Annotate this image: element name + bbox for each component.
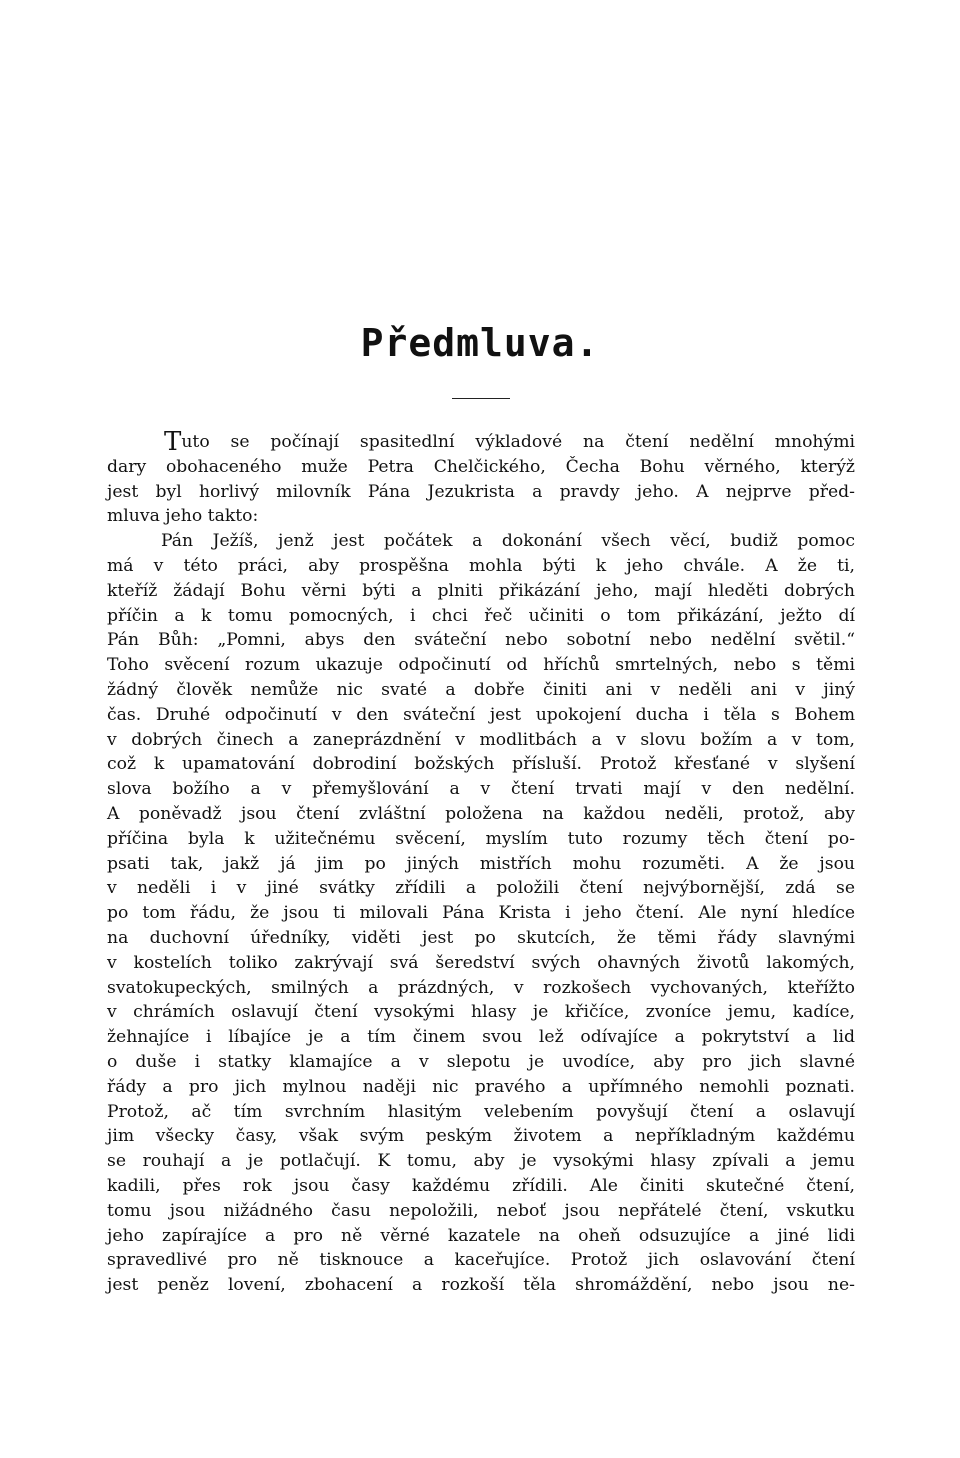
text-line: v neděli i v jiné svátky zřídili a položili čtení nejvýbornější, zdá se [107,878,855,899]
text-line: svatokupeckých, smilných a prázdných, v rozkošech vychovaných, kteřížto [107,977,855,998]
text-line: řády a pro jich mylnou naději nic pravého a upřímného nemohli poznati. [107,1076,855,1097]
text-line: jim všecky časy, však svým peským životem a nepříkladným každému [107,1126,855,1147]
text-line: žehnajíce i líbajíce je a tím činem svou lež odívajíce a pokrytství a lid [107,1027,855,1048]
text-line [107,427,855,457]
text-line: tomu jsou nižádného času nepoložili, neboť jsou nepřátelé čtení, vskutku [107,1200,855,1221]
text-line: čas. Druhé odpočinutí v den sváteční jest upokojení ducha i těla s Bohem [107,704,855,725]
text-line: dary obohaceného muže Petra Chelčického, Čecha Bohu věrného, kterýž [107,456,855,477]
title-divider [452,398,510,399]
text-line: spravedlivé pro ně tisknouce a kaceřujíce. Protož jich oslavování čtení [107,1250,855,1271]
text-line: jest peněz lovení, zbohacení a rozkoší těla shromáždění, nebo jsou ne- [107,1275,855,1296]
text-line: v kostelích toliko zakrývají svá šeredství svých ohavných životů lakomých, [107,952,855,973]
text-line: jest byl horlivý milovník Pána Jezukrista a pravdy jeho. A nejprve před- [107,481,855,502]
text-line: kadili, přes rok jsou časy každému zřídili. Ale činiti skutečné čtení, [107,1175,855,1196]
page-title: Předmluva. [360,321,600,365]
text-line: mluva jeho takto: [107,506,259,527]
text-line: Pán Ježíš, jenž jest počátek a dokonání všech věcí, budiž pomoc [161,531,855,552]
text-line: žádný člověk nemůže nic svaté a dobře činiti ani v neděli ani v jiný [107,679,855,700]
text-line: příčina byla k užitečnému svěcení, myslím tuto rozumy těch čtení po- [107,828,855,849]
body-text [107,427,855,1298]
text-line: kteříž žádají Bohu věrni býti a plniti přikázání jeho, mají hleděti dobrých [107,580,855,601]
text-line: v chrámích oslavují čtení vysokými hlasy je křičíce, zvoníce jemu, kadíce, [107,1002,855,1023]
text-line: příčin a k tomu pomocných, i chci řeč učiniti o tom přikázání, ježto dí [107,605,855,626]
text-line: Toho svěcení rozum ukazuje odpočinutí od hříchů smrtelných, nebo s těmi [107,655,855,676]
text-line: A poněvadž jsou čtení zvláštní položena na každou neděli, protož, aby [107,803,855,824]
text-line: psati tak, jakž já jim po jiných mistřích mohu rozuměti. A že jsou [107,853,855,874]
text-line: slova božího a v přemyšlování a v čtení trvati mají v den nedělní. [107,779,855,800]
text-line: což k upamatování dobrodiní božských přísluší. Protož křesťané v slyšení [107,754,855,775]
text-line: po tom řádu, že jsou ti milovali Pána Krista i jeho čtení. Ale nyní hledíce [107,903,855,924]
text-line: Pán Bůh: „Pomni, abys den sváteční nebo sobotní nebo nedělní světil.“ [107,630,855,651]
text-line-content: uto se počínají spasitedlní výkladové na čtení nedělní mnohými [181,432,855,452]
text-line: má v této práci, aby prospěšna mohla býti k jeho chvále. A že ti, [107,555,855,576]
text-line: Protož, ač tím svrchním hlasitým velebením povyšují čtení a oslavují [107,1101,855,1122]
text-line: na duchovní úředníky, viděti jest po skutcích, že těmi řády slavnými [107,927,855,948]
text-line: v dobrých činech a zaneprázdnění v modlitbách a v slovu božím a v tom, [107,729,855,750]
text-line: o duše i statky klamajíce a v slepotu je uvodíce, aby pro jich slavné [107,1051,855,1072]
text-line: jeho zapírajíce a pro ně věrné kazatele na oheň odsuzujíce a jiné lidi [107,1225,855,1246]
drop-cap: T [164,427,182,457]
text-line: se rouhají a je potlačují. K tomu, aby je vysokými hlasy zpívali a jemu [107,1151,855,1172]
